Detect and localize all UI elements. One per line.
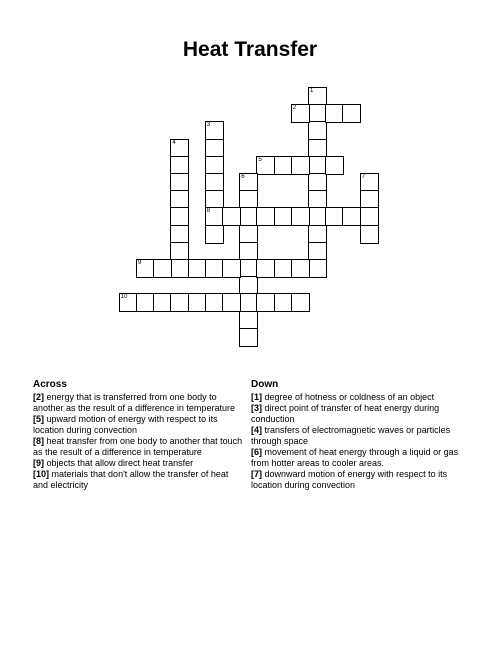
clue-number: 10 [120, 294, 128, 301]
clue-number: 9 [138, 260, 142, 266]
puzzle-title: Heat Transfer [182, 38, 318, 61]
crossword-cell[interactable] [205, 207, 224, 226]
crossword-cell[interactable] [239, 259, 258, 278]
crossword-cell[interactable] [222, 207, 241, 226]
down-clue: [7] downward motion of energy with respect to its location during convection [251, 469, 448, 490]
across-clue: [5] upward motion of energy with respect to its location during convection [33, 414, 218, 435]
crossword-cell[interactable] [205, 259, 224, 278]
crossword-cell[interactable] [170, 190, 189, 209]
crossword-cell[interactable] [222, 259, 241, 278]
crossword-cell[interactable] [170, 293, 189, 312]
crossword-cell[interactable] [308, 173, 327, 192]
clue-number: 7 [361, 174, 365, 180]
crossword-cell[interactable] [256, 156, 275, 175]
crossword-cell[interactable] [274, 259, 293, 278]
crossword-cell[interactable] [360, 173, 379, 192]
crossword-cell[interactable] [205, 293, 224, 312]
crossword-cell[interactable] [291, 156, 310, 175]
crossword-cell[interactable] [136, 293, 155, 312]
down-clue: [1] degree of hotness or coldness of an object [251, 392, 435, 402]
crossword-cell[interactable] [239, 276, 258, 295]
across-clue: [9] objects that allow direct heat transfer [33, 458, 194, 468]
crossword-cell[interactable] [308, 259, 327, 278]
crossword-cell[interactable] [205, 156, 224, 175]
crossword-cell[interactable] [222, 293, 241, 312]
crossword-cell[interactable] [325, 207, 344, 226]
crossword-cell[interactable] [239, 328, 258, 347]
crossword-cell[interactable] [205, 173, 224, 192]
crossword-cell[interactable] [360, 207, 379, 226]
crossword-cell[interactable] [239, 311, 258, 330]
clue-number: 4 [172, 139, 176, 146]
crossword-cell[interactable] [308, 104, 327, 123]
crossword-cell[interactable] [308, 87, 327, 106]
crossword-cell[interactable] [136, 259, 155, 278]
crossword-cell[interactable] [325, 104, 344, 123]
down-clue: [6] movement of heat energy through a liquid or gas from hotter areas to cooler areas. [251, 447, 459, 468]
crossword-cell[interactable] [170, 259, 189, 278]
crossword-cell[interactable] [170, 173, 189, 192]
crossword-cell[interactable] [239, 207, 258, 226]
crossword-cell[interactable] [170, 207, 189, 226]
crossword-cell[interactable] [274, 293, 293, 312]
crossword-cell[interactable] [239, 242, 258, 261]
crossword-cell[interactable] [291, 259, 310, 278]
across-clue: [8] heat transfer from one body to another that touch as the result of a difference in temperature [33, 436, 243, 457]
crossword-cell[interactable] [239, 293, 258, 312]
crossword-cell[interactable] [291, 207, 310, 226]
crossword-cell[interactable] [205, 121, 224, 140]
crossword-cell[interactable] [291, 293, 310, 312]
crossword-cell[interactable] [188, 259, 207, 278]
across-clue: [2] energy that is transferred from one body to another as the result of a difference in temperature [33, 392, 235, 413]
across-clues [33, 379, 243, 491]
crossword-cell[interactable] [239, 225, 258, 244]
down-heading: Down [251, 379, 279, 390]
crossword-cell[interactable] [360, 225, 379, 244]
down-clues [251, 379, 466, 491]
crossword-cell[interactable] [274, 156, 293, 175]
crossword-cell[interactable] [205, 190, 224, 209]
crossword-cell[interactable] [308, 190, 327, 209]
down-clue: [4] transfers of electromagnetic waves or particles through space [251, 425, 451, 446]
crossword-cell[interactable] [342, 207, 361, 226]
clue-number: 3 [206, 122, 211, 129]
crossword-cell[interactable] [308, 225, 327, 244]
crossword-cell[interactable] [308, 242, 327, 261]
crossword-cell[interactable] [205, 225, 224, 244]
crossword-cell[interactable] [153, 293, 172, 312]
crossword-cell[interactable] [308, 207, 327, 226]
across-heading: Across [33, 379, 67, 390]
clue-number: 8 [206, 208, 211, 215]
crossword-cell[interactable] [308, 121, 327, 140]
crossword-cell[interactable] [256, 207, 275, 226]
down-clue: [3] direct point of transfer of heat energy during conduction [251, 403, 440, 424]
across-clue: [10] materials that don't allow the transfer of heat and electricity [33, 469, 229, 490]
crossword-cell[interactable] [325, 156, 344, 175]
crossword-cell[interactable] [274, 207, 293, 226]
crossword-cell[interactable] [153, 259, 172, 278]
crossword-cell[interactable] [291, 104, 310, 123]
crossword-cell[interactable] [119, 293, 138, 312]
crossword-cell[interactable] [170, 225, 189, 244]
crossword-cell[interactable] [342, 104, 361, 123]
crossword-cell[interactable] [256, 293, 275, 312]
crossword-cell[interactable] [360, 190, 379, 209]
crossword-cell[interactable] [308, 156, 327, 175]
crossword-cell[interactable] [256, 259, 275, 278]
crossword-cell[interactable] [170, 156, 189, 175]
crossword-cell[interactable] [170, 242, 189, 261]
clue-number: 5 [258, 156, 262, 163]
clue-number: 1 [310, 88, 314, 94]
crossword-cell[interactable] [170, 139, 189, 158]
clue-number: 6 [241, 174, 245, 180]
crossword-cell[interactable] [205, 139, 224, 158]
clue-number: 2 [292, 105, 297, 112]
crossword-cell[interactable] [308, 139, 327, 158]
crossword-cell[interactable] [239, 173, 258, 192]
crossword-cell[interactable] [239, 190, 258, 209]
crossword-cell[interactable] [188, 293, 207, 312]
